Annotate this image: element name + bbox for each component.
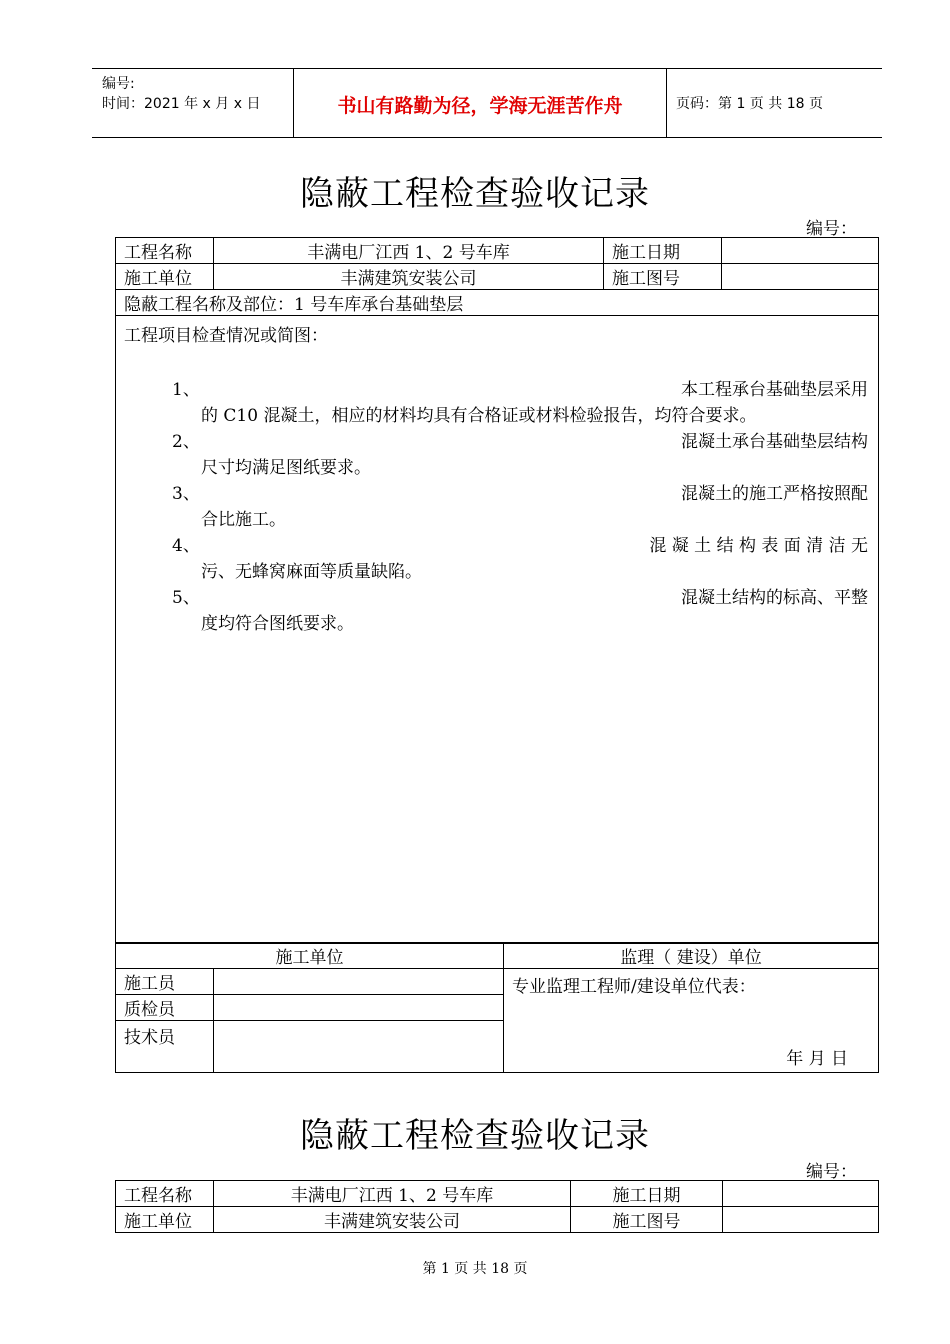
item-continuation: 污、无蜂窝麻面等质量缺陷。: [201, 562, 422, 582]
record2-doc-no-label: 编号：: [806, 1162, 857, 1182]
sign-left-header: 施工单位: [116, 943, 504, 969]
record2-project-name-label: 工程名称: [116, 1181, 214, 1207]
record1-title: 隐蔽工程检查验收记录: [300, 174, 650, 214]
record2-project-name-value: 丰满电厂江西 1、2 号车库: [214, 1181, 571, 1207]
item-continuation: 度均符合图纸要求。: [201, 614, 354, 634]
record2-drawing-no-value: [723, 1207, 879, 1233]
builder-signature: [214, 969, 504, 995]
record2-info-table: [115, 1180, 879, 1233]
item-first-line: 混 凝 土 结 构 表 面 清 洁 无: [649, 536, 868, 556]
header-motto-cell: [293, 69, 667, 137]
inspection-label: 工程项目检查情况或简图：: [124, 326, 328, 346]
item-first-line: 混凝土结构的标高、平整: [681, 588, 868, 608]
item-number: 1、: [172, 380, 200, 400]
hidden-work-label: 隐蔽工程名称及部位：1 号车库承台基础垫层: [116, 290, 879, 316]
signature-table: [115, 942, 879, 1073]
tech-signature: [214, 1021, 504, 1073]
item-continuation: 尺寸均满足图纸要求。: [201, 458, 371, 478]
record2-construction-unit-value: 丰满建筑安装公司: [214, 1207, 571, 1233]
header-motto: 书山有路勤为径，学海无涯苦作舟: [337, 95, 623, 117]
record2-title: 隐蔽工程检查验收记录: [300, 1116, 650, 1156]
record2-construction-unit-label: 施工单位: [116, 1207, 214, 1233]
page-header: [92, 68, 882, 138]
supervisor-label: 专业监理工程师/建设单位代表：: [512, 977, 756, 997]
sign-right-header: 监理（ 建设）单位: [504, 943, 879, 969]
header-page-cell: [666, 69, 882, 137]
item-number: 3、: [172, 484, 200, 504]
tech-label: 技术员: [116, 1021, 214, 1073]
record1-doc-no-label: 编号：: [806, 219, 857, 239]
builder-label: 施工员: [116, 969, 214, 995]
item-first-line: 混凝土承台基础垫层结构: [681, 432, 868, 452]
qc-signature: [214, 995, 504, 1021]
record2-construction-date-value: [723, 1181, 879, 1207]
qc-label: 质检员: [116, 995, 214, 1021]
project-name-label: 工程名称: [116, 238, 214, 264]
project-name-value: 丰满电厂江西 1、2 号车库: [214, 238, 604, 264]
record2-drawing-no-label: 施工图号: [571, 1207, 723, 1233]
page-footer: 第 1 页 共 18 页: [422, 1261, 528, 1277]
record2-construction-date-label: 施工日期: [571, 1181, 723, 1207]
construction-date-label: 施工日期: [604, 238, 722, 264]
construction-unit-label: 施工单位: [116, 264, 214, 290]
construction-unit-value: 丰满建筑安装公司: [214, 264, 604, 290]
header-page-label: 页码：第 1 页 共 18 页: [676, 96, 823, 112]
item-first-line: 本工程承台基础垫层采用: [681, 380, 868, 400]
supervisor-date: 年 月 日: [786, 1049, 848, 1069]
item-number: 2、: [172, 432, 200, 452]
item-first-line: 混凝土的施工严格按照配: [681, 484, 868, 504]
item-continuation: 合比施工。: [201, 510, 286, 530]
item-number: 4、: [172, 536, 200, 556]
drawing-no-label: 施工图号: [604, 264, 722, 290]
item-continuation: 的 C10 混凝土，相应的材料均具有合格证或材料检验报告，均符合要求。: [201, 406, 757, 426]
construction-date-value: [722, 238, 879, 264]
drawing-no-value: [722, 264, 879, 290]
header-meta-cell: [92, 69, 292, 137]
header-time-label: 时间：2021 年 x 月 x 日: [102, 96, 261, 112]
item-number: 5、: [172, 588, 200, 608]
header-number-label: 编号:: [102, 76, 135, 92]
supervisor-cell: [504, 969, 879, 1073]
